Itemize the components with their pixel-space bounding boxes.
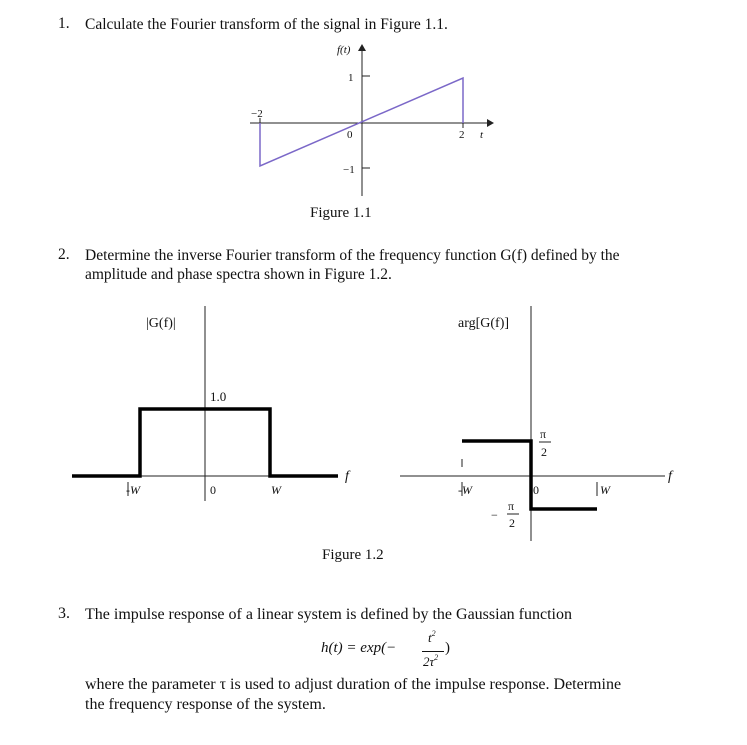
fig11-tick-label-2: 2	[459, 129, 465, 141]
amp-x-pos-label: W	[271, 483, 281, 497]
question-3-text-after-line2: the frequency response of the system.	[85, 696, 326, 713]
figure-1-1-caption: Figure 1.1	[310, 205, 372, 221]
phase-pos-pi: π	[540, 427, 547, 441]
fig11-x-label: t	[480, 129, 484, 141]
gaussian-formula	[321, 629, 471, 675]
phase-neg-sign: −	[491, 508, 498, 522]
phase-pos-two: 2	[541, 445, 547, 459]
question-3-number: 3.	[58, 605, 70, 622]
fig11-origin-label: 0	[347, 129, 353, 141]
question-1-text: Calculate the Fourier transform of the signal in Figure 1.1.	[85, 16, 448, 33]
amp-level-label: 1.0	[210, 389, 227, 404]
question-2-text-line1: Determine the inverse Fourier transform of the frequency function G(f) defined by the	[85, 247, 620, 264]
amp-y-label: |G(f)|	[146, 316, 176, 331]
phase-neg-pi: π	[508, 499, 515, 513]
fig11-tick-label-1: 1	[348, 72, 354, 84]
phase-x-pos-label: W	[600, 483, 610, 497]
question-2-text-line2: amplitude and phase spectra shown in Figure 1.2.	[85, 266, 392, 283]
phase-x-neg-label: -W	[458, 483, 472, 497]
phase-x-label: f	[668, 469, 672, 484]
formula-num-var: t	[428, 630, 432, 645]
formula-denominator	[423, 653, 438, 670]
formula-lhs: h(t) = exp(−	[321, 640, 397, 656]
formula-close: )	[445, 640, 450, 656]
phase-spectrum-line	[462, 441, 597, 509]
formula-den-var: 2τ	[423, 654, 435, 669]
fig11-tick-label-m2: −2	[251, 108, 263, 120]
amp-x-label: f	[345, 469, 349, 484]
amp-origin-label: 0	[210, 483, 216, 497]
fig11-tick-label-m1: −1	[343, 164, 355, 176]
phase-origin-label: 0	[533, 483, 539, 497]
question-3-text: The impulse response of a linear system is defined by the Gaussian function	[85, 606, 572, 623]
formula-fraction-bar	[422, 651, 444, 652]
question-2-number: 2.	[58, 246, 70, 263]
question-3-text-after-line1: where the parameter τ is used to adjust duration of the impulse response. Determine	[85, 676, 622, 693]
formula-num-exp: 2	[431, 629, 436, 638]
question-1-number: 1.	[58, 15, 70, 32]
phase-neg-two: 2	[509, 516, 515, 530]
fig11-y-label: f(t)	[337, 44, 351, 56]
amp-x-neg-label: -W	[126, 483, 140, 497]
formula-numerator	[428, 629, 436, 646]
figure-1-2-caption: Figure 1.2	[322, 547, 384, 563]
formula-den-exp: 2	[434, 653, 439, 662]
phase-y-label: arg[G(f)]	[458, 316, 510, 331]
